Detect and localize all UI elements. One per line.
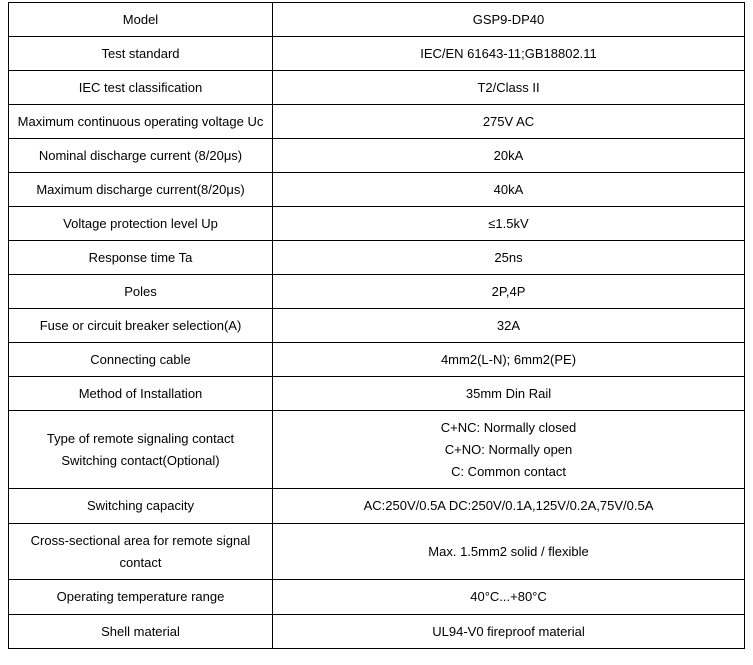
row-label: Maximum discharge current(8/20μs) <box>9 173 273 207</box>
table-row <box>9 139 745 173</box>
row-value: T2/Class II <box>273 71 745 105</box>
row-value: 40kA <box>273 173 745 207</box>
table-row <box>9 173 745 207</box>
row-label-line: Switching contact(Optional) <box>61 452 220 468</box>
table-row <box>9 309 745 343</box>
row-label: Operating temperature range <box>9 580 273 615</box>
row-label: Shell material <box>9 615 273 649</box>
row-value-line: C+NO: Normally open <box>444 441 573 457</box>
table-row <box>9 275 745 309</box>
row-value-line: C+NC: Normally closed <box>440 419 577 435</box>
row-label: Fuse or circuit breaker selection(A) <box>9 309 273 343</box>
row-label: IEC test classification <box>9 71 273 105</box>
row-label: Maximum continuous operating voltage Uc <box>9 105 273 139</box>
table-row <box>9 3 745 37</box>
spec-table <box>8 2 745 649</box>
row-value: 20kA <box>273 139 745 173</box>
table-row <box>9 489 745 524</box>
table-row <box>9 377 745 411</box>
row-value: UL94-V0 fireproof material <box>273 615 745 649</box>
row-value: ≤1.5kV <box>273 207 745 241</box>
table-row <box>9 71 745 105</box>
row-value: GSP9-DP40 <box>273 3 745 37</box>
row-label: Model <box>9 3 273 37</box>
table-row <box>9 105 745 139</box>
row-label: Poles <box>9 275 273 309</box>
table-row <box>9 343 745 377</box>
row-value: 32A <box>273 309 745 343</box>
table-row <box>9 207 745 241</box>
row-value: AC:250V/0.5A DC:250V/0.1A,125V/0.2A,75V/0.5A <box>273 489 745 524</box>
row-value: 4mm2(L-N); 6mm2(PE) <box>273 343 745 377</box>
row-value: 275V AC <box>273 105 745 139</box>
row-value: 25ns <box>273 241 745 275</box>
row-value: 2P,4P <box>273 275 745 309</box>
row-label-line: contact <box>119 554 162 570</box>
table-row <box>9 241 745 275</box>
row-label: Switching capacity <box>9 489 273 524</box>
table-row <box>9 615 745 649</box>
row-value <box>273 411 745 489</box>
row-value-line: C: Common contact <box>451 463 566 479</box>
table-row <box>9 411 745 489</box>
row-label-line: Cross-sectional area for remote signal <box>30 532 251 548</box>
row-label: Connecting cable <box>9 343 273 377</box>
row-label-line: Type of remote signaling contact <box>46 430 235 446</box>
row-label <box>9 411 273 489</box>
row-label <box>9 524 273 580</box>
table-row <box>9 580 745 615</box>
row-label: Response time Ta <box>9 241 273 275</box>
row-value: IEC/EN 61643-11;GB18802.11 <box>273 37 745 71</box>
row-label: Method of Installation <box>9 377 273 411</box>
table-row <box>9 37 745 71</box>
row-value: 40°C...+80°C <box>273 580 745 615</box>
row-value: Max. 1.5mm2 solid / flexible <box>273 524 745 580</box>
row-value: 35mm Din Rail <box>273 377 745 411</box>
row-label: Test standard <box>9 37 273 71</box>
row-label: Nominal discharge current (8/20μs) <box>9 139 273 173</box>
table-row <box>9 524 745 580</box>
row-label: Voltage protection level Up <box>9 207 273 241</box>
